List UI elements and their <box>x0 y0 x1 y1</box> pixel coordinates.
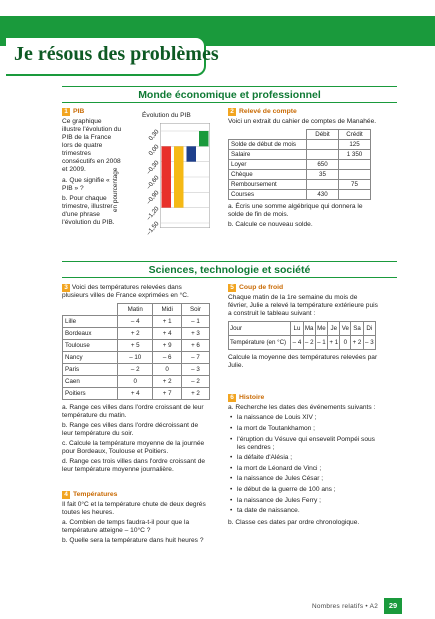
bar-t1 <box>162 146 172 207</box>
exercise-3 <box>62 284 210 476</box>
table-cell: + 2 <box>351 336 363 350</box>
section-header-sci <box>62 261 397 278</box>
exercise-number: 5 <box>228 284 236 292</box>
footer-chapter: Nombres relatifs • A2 <box>312 603 379 610</box>
table-row <box>63 388 210 400</box>
exercise-number: 6 <box>228 394 236 402</box>
bar-t4 <box>199 131 209 146</box>
table-row <box>229 180 371 190</box>
table-row <box>229 140 371 150</box>
table-row <box>63 364 210 376</box>
table-cell: + 5 <box>118 340 153 352</box>
table-cell: 75 <box>339 180 371 190</box>
column-header <box>63 304 118 316</box>
column-header: Me <box>315 322 327 336</box>
column-header: Crédit <box>339 130 371 140</box>
page-title: Je résous des problèmes <box>14 43 219 65</box>
column-header: Ve <box>340 322 351 336</box>
table-cell: – 1 <box>181 316 209 328</box>
table-cell: 430 <box>307 190 339 200</box>
column-header: Jour <box>229 322 291 336</box>
y-tick-label: –1,20 <box>145 205 161 222</box>
exercise-title: Coup de froid <box>239 284 284 291</box>
city-name: Nancy <box>63 352 118 364</box>
table-row <box>63 340 210 352</box>
page-number: 29 <box>384 598 402 614</box>
table-row <box>63 352 210 364</box>
table-cell: 0 <box>153 364 182 376</box>
table-cell: – 3 <box>181 364 209 376</box>
city-name: Bordeaux <box>63 328 118 340</box>
list-item: • la naissance de Jules Ferry ; <box>228 497 378 505</box>
table-cell: – 3 <box>363 336 375 350</box>
table-cell: 125 <box>339 140 371 150</box>
exercise-title: PIB <box>73 108 85 115</box>
city-name: Toulouse <box>63 340 118 352</box>
table-cell: + 6 <box>181 340 209 352</box>
table-cell: – 1 <box>315 336 327 350</box>
exercise-text: Ce graphique illustre l'évolution du PIB de la France lors de quatre trimestres consécutifs en 2008 et 2009. <box>62 118 122 174</box>
table-row <box>229 160 371 170</box>
question-a: a. Range ces villes dans l'ordre croissant de leur température du matin. <box>62 404 204 420</box>
event-list <box>228 414 378 515</box>
table-cell: – 4 <box>118 316 153 328</box>
column-header: Di <box>363 322 375 336</box>
exercise-number: 2 <box>228 108 236 116</box>
list-item: • la naissance de Jules César ; <box>228 475 378 483</box>
table-cell: + 1 <box>153 316 182 328</box>
temperature-table <box>62 303 210 400</box>
table-row <box>63 316 210 328</box>
account-table <box>228 129 371 200</box>
bar-t3 <box>187 146 197 161</box>
table-cell <box>339 190 371 200</box>
table-cell <box>307 140 339 150</box>
row-label: Remboursement <box>229 180 307 190</box>
y-tick-label: –0,30 <box>145 159 161 176</box>
row-label: Température (en °C) <box>229 336 291 350</box>
list-item: • la mort de Toutankhamon ; <box>228 425 378 433</box>
exercise-text: Voici un extrait du cahier de comptes de Manahée. <box>228 118 377 126</box>
row-label: Salaire <box>229 150 307 160</box>
section-title: Monde économique et professionnel <box>138 89 321 101</box>
row-label: Courses <box>229 190 307 200</box>
table-cell <box>307 150 339 160</box>
exercise-text: Il fait 0°C et la température chute de deux degrés toutes les heures. <box>62 501 206 517</box>
row-label: Loyer <box>229 160 307 170</box>
exercise-number: 1 <box>62 108 70 116</box>
table-cell: – 7 <box>181 352 209 364</box>
section-header-eco <box>62 86 397 103</box>
table-cell: + 9 <box>153 340 182 352</box>
list-item: • l'éruption du Vésuve qui ensevelit Pompéi sous les cendres ; <box>228 436 378 452</box>
question-a: a. Que signifie « PIB » ? <box>62 176 110 192</box>
question-a: a. Écris une somme algébrique qui donnera le solde de fin de mois. <box>228 203 363 219</box>
column-header: Lu <box>291 322 303 336</box>
list-item: • la défaite d'Alésia ; <box>228 454 378 462</box>
table-cell: + 2 <box>153 376 182 388</box>
table-cell: 650 <box>307 160 339 170</box>
exercise-text: 3 Voici des températures relevées dans plusieurs villes de France exprimées en °C. <box>62 284 189 300</box>
pib-bar-chart <box>160 123 210 228</box>
city-name: Poitiers <box>63 388 118 400</box>
chart-y-label: en pourcentage <box>112 167 119 212</box>
table-cell: – 2 <box>118 364 153 376</box>
column-header: Sa <box>351 322 363 336</box>
table-cell: 1 350 <box>339 150 371 160</box>
list-item: • la naissance de Louis XIV ; <box>228 414 378 422</box>
table-cell: – 6 <box>153 352 182 364</box>
question-c: c. Calcule la température moyenne de la journée pour Bordeaux, Toulouse et Poitiers. <box>62 440 205 456</box>
exercise-4 <box>62 491 210 547</box>
column-header <box>229 130 307 140</box>
table-cell: + 4 <box>153 328 182 340</box>
table-header-row <box>229 130 371 140</box>
question-a: a. Recherche les dates des événements suivants : <box>228 404 376 412</box>
question-b: b. Calcule ce nouveau solde. <box>228 221 313 229</box>
table-cell: + 2 <box>118 328 153 340</box>
table-cell <box>339 160 371 170</box>
table-cell <box>339 170 371 180</box>
table-header-row <box>229 322 376 336</box>
exercise-title: Températures <box>73 491 118 498</box>
column-header: Débit <box>307 130 339 140</box>
column-header: Matin <box>118 304 153 316</box>
table-row <box>229 150 371 160</box>
table-cell: + 2 <box>181 388 209 400</box>
chart-title: Évolution du PIB <box>142 112 191 119</box>
exercise-title: Relevé de compte <box>239 108 297 115</box>
row-label: Solde de début de mois <box>229 140 307 150</box>
exercise-title: Histoire <box>239 394 265 401</box>
table-cell: – 4 <box>291 336 303 350</box>
table-row <box>229 336 376 350</box>
row-label: Chèque <box>229 170 307 180</box>
table-cell: + 4 <box>118 388 153 400</box>
city-name: Paris <box>63 364 118 376</box>
question-a: a. Combien de temps faudra-t-il pour que la température atteigne – 10°C ? <box>62 519 190 535</box>
table-header-row <box>63 304 210 316</box>
bar-t2 <box>174 146 184 207</box>
y-tick-label: –0,60 <box>145 174 161 191</box>
table-cell: + 3 <box>181 328 209 340</box>
table-cell: 35 <box>307 170 339 180</box>
column-header: Ma <box>303 322 315 336</box>
city-name: Lille <box>63 316 118 328</box>
table-row <box>229 190 371 200</box>
exercise-number: 3 <box>62 284 70 292</box>
table-cell: 0 <box>118 376 153 388</box>
exercise-text: Chaque matin de la 1re semaine du mois de février, Julie a relevé la température extérieure puis a construit le tableau suivant : <box>228 294 378 318</box>
exercise-2 <box>228 108 378 231</box>
city-name: Caen <box>63 376 118 388</box>
exercise-number: 4 <box>62 491 70 499</box>
section-title: Sciences, technologie et société <box>148 264 311 276</box>
table-cell: – 10 <box>118 352 153 364</box>
column-header: Je <box>328 322 340 336</box>
y-tick-label: –0,90 <box>145 189 161 207</box>
exercise-5 <box>228 284 378 372</box>
exercise-6 <box>228 394 378 529</box>
y-tick-label: 0,00 <box>147 143 161 158</box>
y-tick-label: 0,30 <box>147 128 161 143</box>
table-cell: + 1 <box>328 336 340 350</box>
question-b: b. Pour chaque trimestre, illustrer d'une phrase l'évolution du PIB. <box>62 194 115 226</box>
table-row <box>229 170 371 180</box>
table-cell: 0 <box>340 336 351 350</box>
table-cell: – 2 <box>303 336 315 350</box>
list-item: • le début de la guerre de 100 ans ; <box>228 486 378 494</box>
table-cell: – 2 <box>181 376 209 388</box>
column-header: Soir <box>181 304 209 316</box>
table-cell <box>307 180 339 190</box>
y-tick-label: –1,50 <box>145 220 161 237</box>
list-item: • la mort de Léonard de Vinci ; <box>228 465 378 473</box>
table-cell: + 7 <box>153 388 182 400</box>
question-b: b. Range ces villes dans l'ordre décroissant de leur température du soir. <box>62 422 199 438</box>
question: Calcule la moyenne des températures relevées par Julie. <box>228 354 378 370</box>
question-d: d. Range ces trois villes dans l'ordre croissant de leur température moyenne journalière. <box>62 458 206 474</box>
question-b: b. Classe ces dates par ordre chronologique. <box>228 519 360 527</box>
table-row <box>63 376 210 388</box>
table-row <box>63 328 210 340</box>
list-item: • ta date de naissance. <box>228 507 378 515</box>
column-header: Midi <box>153 304 182 316</box>
question-b: b. Quelle sera la température dans huit heures ? <box>62 537 204 545</box>
weekly-temperature-table <box>228 321 376 350</box>
